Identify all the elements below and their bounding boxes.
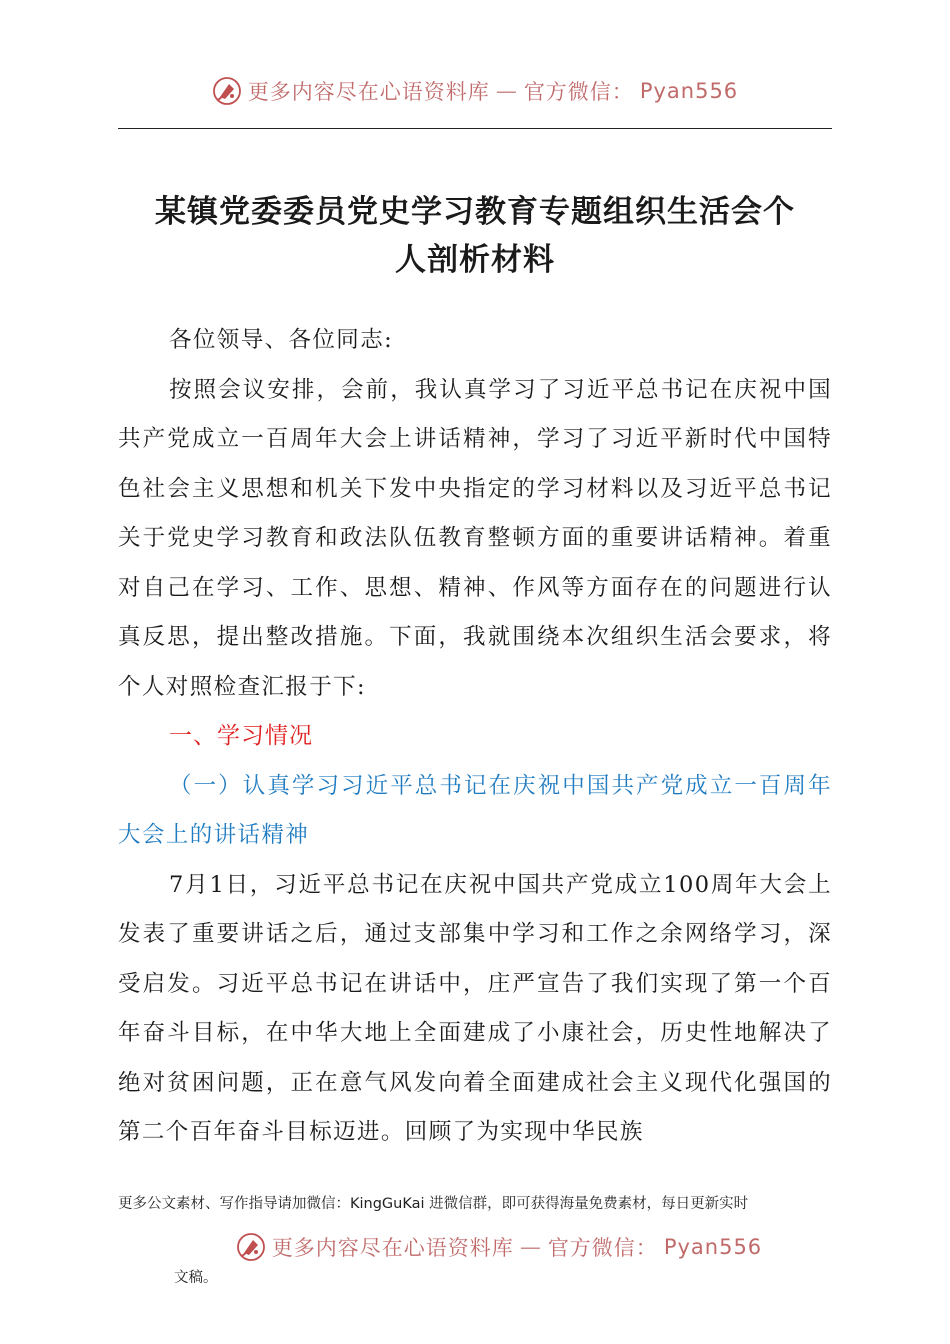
header-watermark	[0, 76, 950, 106]
document-title	[118, 188, 832, 284]
footer-watermark	[24, 1232, 950, 1262]
watermark-main-text: 更多内容尽在心语资料库	[271, 1236, 514, 1260]
section-heading-study: 一、学习情况	[169, 723, 313, 749]
watermark-label: 官方微信：	[547, 1236, 658, 1260]
watermark-separator: —	[495, 79, 518, 103]
watermark-main-text: 更多内容尽在心语资料库	[247, 80, 490, 104]
library-logo-icon	[212, 76, 242, 106]
library-logo-icon	[236, 1232, 266, 1262]
watermark-label: 官方微信：	[523, 80, 634, 104]
watermark-account: Pyan556	[639, 79, 739, 103]
title-line-2: 人剖析材料	[395, 242, 555, 278]
footer-note: 更多公文素材、写作指导请加微信：KingGuKai 进微信群，即可获得海量免费素材，每日更新实时	[118, 1196, 749, 1212]
intro-paragraph: 按照会议安排，会前，我认真学习了习近平总书记在庆祝中国共产党成立一百周年大会上讲话精神，学习了习近平新时代中国特色社会主义思想和机关下发中央指定的学习材料以及习近平总书记关于党史学习教育和政法队伍教育整顿方面的重要讲话精神。着重对自己在学习、工作、思想、精神、作风等方面存在的问题进行认真反思，提出整改措施。下面，我就围绕本次组织生活会要求，将个人对照检查汇报于下:	[118, 376, 832, 700]
title-line-1: 某镇党委委员党史学习教育专题组织生活会个	[155, 194, 795, 230]
watermark-separator: —	[519, 1235, 542, 1259]
header-divider	[118, 128, 832, 129]
subsection-heading-speech: （一）认真学习习近平总书记在庆祝中国共产党成立一百周年大会上的讲话精神	[118, 772, 832, 848]
salutation: 各位领导、各位同志:	[169, 327, 394, 353]
body-paragraph: 7月1日，习近平总书记在庆祝中国共产党成立100周年大会上发表了重要讲话之后，通过支部集中学习和工作之余网络学习，深受启发。习近平总书记在讲话中，庄严宣告了我们实现了第一个百年奋斗目标，在中华大地上全面建成了小康社会，历史性地解决了绝对贫困问题，正在意气风发向着全面建成社会主义现代化强国的第二个百年奋斗目标迈进。回顾了为实现中华民族	[118, 871, 832, 1145]
footer-note-tail: 文稿。	[174, 1270, 218, 1286]
watermark-account: Pyan556	[663, 1235, 763, 1259]
document-body	[118, 316, 832, 1158]
